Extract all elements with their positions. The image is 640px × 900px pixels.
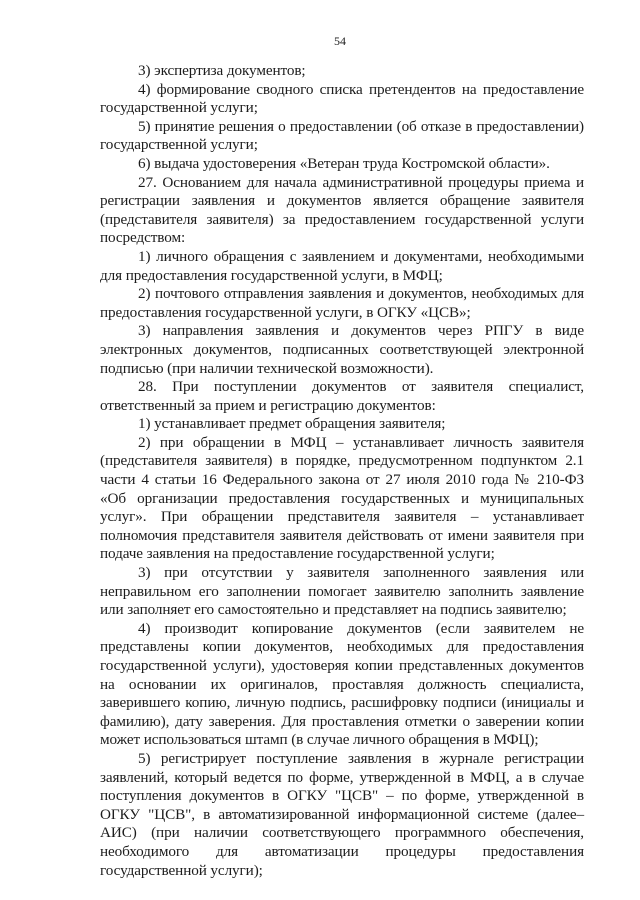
paragraph: 28. При поступлении документов от заявителя специалист, ответственный за прием и регистрацию документов: — [100, 378, 584, 414]
paragraph: 3) при отсутствии у заявителя заполненного заявления или неправильном его заполнении помогает заявителю заполнить заявление или заполняет его самостоятельно и представляет на подпись заявителю; — [100, 564, 584, 619]
paragraph: 1) личного обращения с заявлением и документами, необходимыми для предоставления государственной услуги, в МФЦ; — [100, 247, 584, 284]
paragraph: 4) формирование сводного списка претендентов на предоставление государственной услуги; — [100, 80, 584, 117]
page-number: 54 — [334, 34, 346, 48]
paragraph: 6) выдача удостоверения «Ветеран труда Костромской области». — [138, 154, 550, 172]
paragraph: 2) почтового отправления заявления и документов, необходимых для предоставления государственной услуги, в ОГКУ «ЦСВ»; — [100, 285, 584, 321]
paragraph: 2) при обращении в МФЦ – устанавливает личность заявителя (представителя заявителя) в порядке, предусмотренном подпунктом 2.1 части 4 статьи 16 Федерального закона от 27 июля 2010 года № 210-ФЗ «Об организации предоставления государственных и муниципальных услуг». При обращении представителя заявителя – устанавливает полномочия представителя заявителя действовать от имени заявителя при подаче заявления на предоставление государственной услуги; — [100, 433, 584, 563]
paragraph: 1) устанавливает предмет обращения заявителя; — [138, 415, 446, 433]
paragraph: 27. Основанием для начала административной процедуры приема и регистрации заявления и документов является обращение заявителя (представителя заявителя) за предоставлением государственной услуги посредством: — [100, 173, 584, 247]
paragraph: 5) регистрирует поступление заявления в журнале регистрации заявлений, который ведется по форме, утвержденной в МФЦ, а в случае поступления документов в ОГКУ "ЦСВ" – по форме, утвержденной в ОГКУ "ЦСВ", в автоматизированной информационной системе (далее– АИС) (при наличии соответствующего программного обеспечения, необходимого для автоматизации процедуры предоставления государственной услуги); — [100, 749, 584, 879]
paragraph: 5) принятие решения о предоставлении (об отказе в предоставлении) государственной услуги; — [100, 117, 584, 154]
document-body — [100, 62, 584, 880]
paragraph: 4) производит копирование документов (если заявителем не представлены копии документов, необходимых для предоставления государственной услуги), удостоверяя копии представленных документов на основании их оригиналов, проставляя должность специалиста, заверившего копию, личную подпись, расшифровку подписи (инициалы и фамилию), дату заверения. Для проставления отметки о заверении копии может использоваться штамп (в случае личного обращения в МФЦ); — [100, 619, 584, 749]
paragraph: 3) направления заявления и документов через РПГУ в виде электронных документов, подписанных соответствующей электронной подписью (при наличии технической возможности). — [100, 322, 584, 377]
paragraph: 3) экспертиза документов; — [138, 62, 306, 79]
